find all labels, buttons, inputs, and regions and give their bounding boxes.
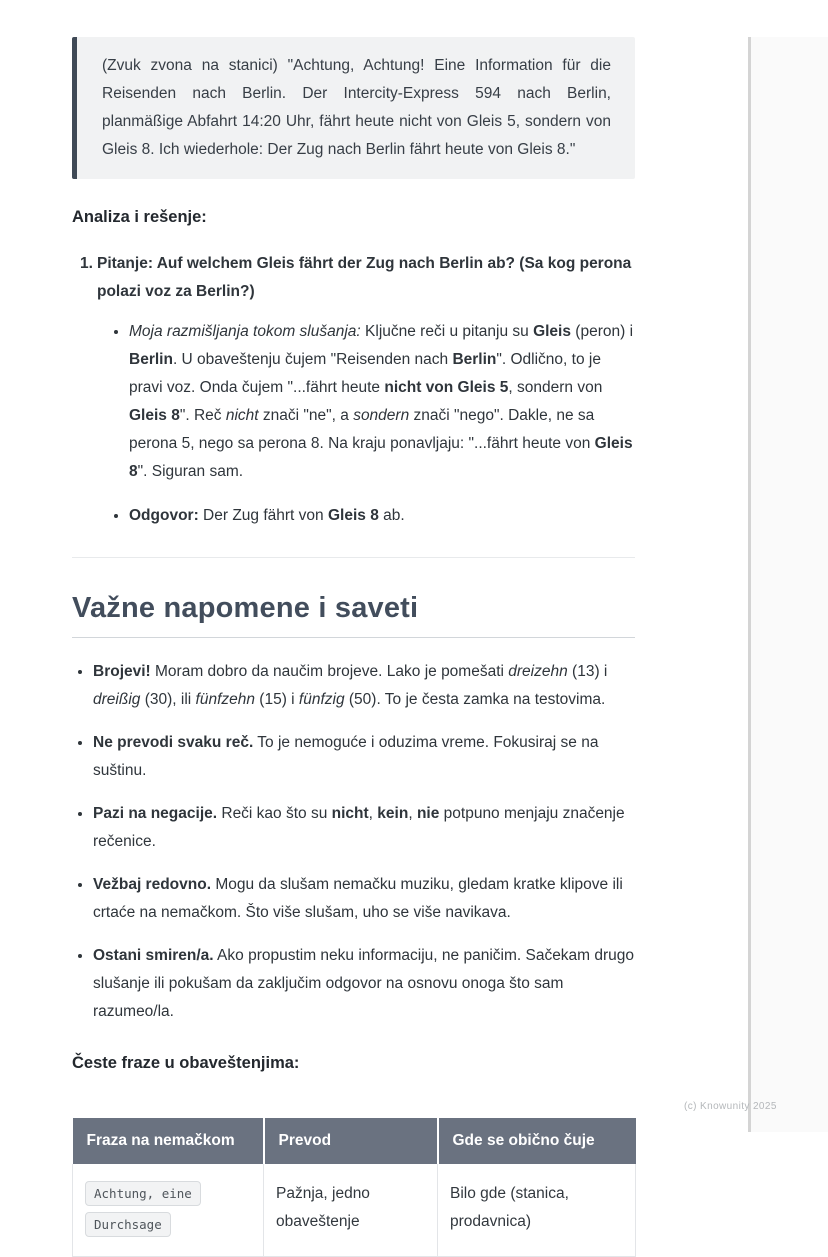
- quote-text: (Zvuk zvona na stanici) "Achtung, Achtung! Eine Information für die Reisenden nach Berlin. Der Intercity-Express 594 nach Berlin, planmäßige Abfahrt 14:20 Uhr, fährt heute nicht von Gleis 5, sondern von Gleis 8. Ich wiederhole: Der Zug nach Berlin fährt heute von Gleis 8.": [102, 57, 611, 158]
- code-chip: Achtung, eine: [85, 1181, 201, 1206]
- cell-prevod: Pažnja, jedno obaveštenje: [264, 1164, 438, 1257]
- notes-bullet-negation: • Pazi na negacije. Reči kao što su nicht, kein, nie potpuno menjaju značenje rečenice.: [93, 800, 635, 856]
- question-number: 1.: [80, 255, 93, 272]
- analysis-heading: Analiza i rešenje:: [72, 208, 207, 226]
- question-text: Pitanje: Auf welchem Gleis fährt der Zug nach Berlin ab? (Sa kog perona polazi voz za Berlin?): [97, 255, 632, 300]
- analysis-bullet-list: [72, 318, 635, 530]
- watermark: (c) Knowunity 2025: [684, 1101, 777, 1112]
- notes-bullet-translate: • Ne prevodi svaku reč. To je nemoguće i oduzima vreme. Fokusiraj se na suštinu.: [93, 729, 635, 785]
- cell-gde: Bilo gde (stanica, prodavnica): [438, 1164, 636, 1257]
- quote-block: [72, 37, 635, 179]
- analysis-bullet-thoughts: • Moja razmišljanja tokom slušanja: Ključne reči u pitanju su Gleis (peron) i Berlin. U obaveštenju čujem "Reisenden nach Berlin". Odlično, to je pravi voz. Onda čujem "...fährt heute nicht von Gleis 5, sondern von Gleis 8". Reč nicht znači "ne", a sondern znači "nego". Dakle, ne sa perona 5, nego sa perona 8. Na kraju ponavljaju: "...fährt heute von Gleis 8". Siguran sam.: [129, 318, 635, 486]
- analysis-bullet-answer: • Odgovor: Der Zug fährt von Gleis 8 ab.: [129, 502, 635, 530]
- phrases-heading: Česte fraze u obaveštenjima:: [72, 1054, 300, 1072]
- cell-phrase: [73, 1164, 264, 1257]
- phrases-table: [72, 1118, 636, 1257]
- code-chip: Durchsage: [85, 1212, 171, 1237]
- question-item: [72, 250, 635, 306]
- document-page: [72, 37, 635, 1257]
- section-divider: [72, 557, 635, 558]
- table-row: [73, 1164, 636, 1257]
- section-title: Važne napomene i saveti: [72, 592, 635, 638]
- table-header-phrase: Fraza na nemačkom: [73, 1118, 264, 1164]
- notes-bullet-calm: • Ostani smiren/a. Ako propustim neku informaciju, ne paničim. Sačekam drugo slušanje ili pokušam da zaključim odgovor na osnovu onoga što sam razumeo/la.: [93, 942, 635, 1026]
- notes-bullet-numbers: • Brojevi! Moram dobro da naučim brojeve. Lako je pomešati dreizehn (13) i dreißig (30), ili fünfzehn (15) i fünfzig (50). To je česta zamka na testovima.: [93, 658, 635, 714]
- table-header-prevod: Prevod: [264, 1118, 438, 1164]
- notes-bullet-list: [72, 658, 635, 1026]
- next-page-edge: [748, 37, 828, 1132]
- notes-bullet-practice: • Vežbaj redovno. Mogu da slušam nemačku muziku, gledam kratke klipove ili crtaće na nemačkom. Što više slušam, uho se više navikava.: [93, 871, 635, 927]
- table-header-row: [73, 1118, 636, 1164]
- table-header-gde: Gde se obično čuje: [438, 1118, 636, 1164]
